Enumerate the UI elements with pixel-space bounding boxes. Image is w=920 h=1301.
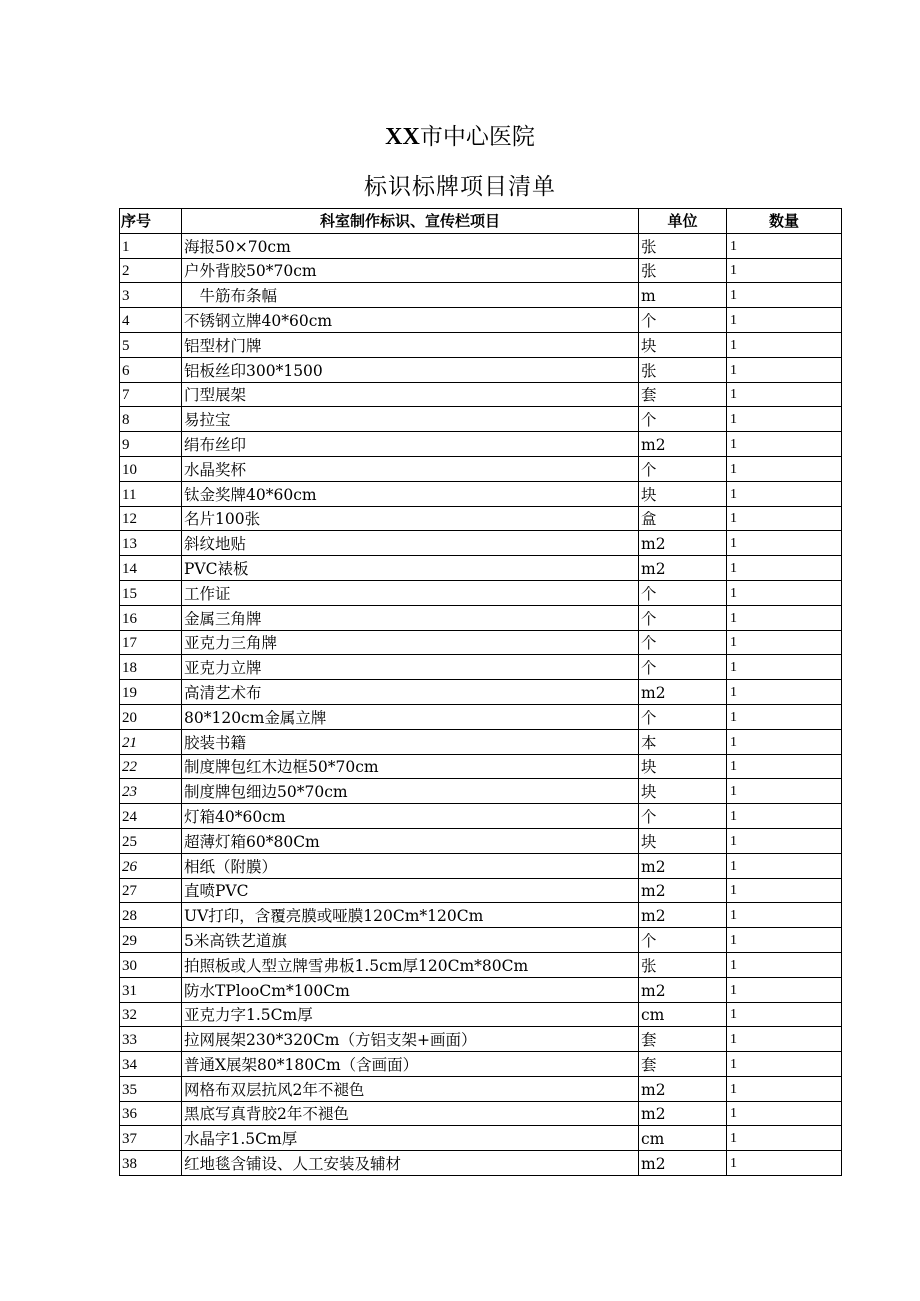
row-seq: 34 xyxy=(120,1052,182,1077)
table-row xyxy=(120,1027,842,1052)
row-qty: 1 xyxy=(727,928,842,953)
row-unit: m2 xyxy=(639,432,727,457)
row-item: 直喷PVC xyxy=(182,878,639,903)
row-seq: 30 xyxy=(120,952,182,977)
row-qty: 1 xyxy=(727,556,842,581)
table-row xyxy=(120,407,842,432)
row-qty: 1 xyxy=(727,828,842,853)
row-unit: 盒 xyxy=(639,506,727,531)
row-seq: 19 xyxy=(120,680,182,705)
table-row xyxy=(120,828,842,853)
table-row xyxy=(120,903,842,928)
row-item: 亚克力立牌 xyxy=(182,655,639,680)
table-row xyxy=(120,258,842,283)
table-row xyxy=(120,804,842,829)
row-unit: 个 xyxy=(639,456,727,481)
row-item: 海报50×70cm xyxy=(182,233,639,258)
row-qty: 1 xyxy=(727,233,842,258)
row-unit: m2 xyxy=(639,1151,727,1176)
row-item: 防水TPlooCm*100Cm xyxy=(182,977,639,1002)
row-unit: 块 xyxy=(639,754,727,779)
row-seq: 13 xyxy=(120,531,182,556)
row-seq: 8 xyxy=(120,407,182,432)
row-unit: 套 xyxy=(639,382,727,407)
row-qty: 1 xyxy=(727,853,842,878)
row-item: 铝型材门牌 xyxy=(182,332,639,357)
row-item: 斜纹地贴 xyxy=(182,531,639,556)
table-row xyxy=(120,928,842,953)
table-row xyxy=(120,1076,842,1101)
row-seq: 25 xyxy=(120,828,182,853)
row-qty: 1 xyxy=(727,357,842,382)
row-seq: 36 xyxy=(120,1101,182,1126)
row-unit: 套 xyxy=(639,1027,727,1052)
row-item: 红地毯含铺设、人工安装及辅材 xyxy=(182,1151,639,1176)
table-row xyxy=(120,779,842,804)
row-item: 金属三角牌 xyxy=(182,605,639,630)
row-item: 名片100张 xyxy=(182,506,639,531)
table-row xyxy=(120,1126,842,1151)
row-qty: 1 xyxy=(727,432,842,457)
row-seq: 26 xyxy=(120,853,182,878)
row-unit: 个 xyxy=(639,804,727,829)
header-unit: 单位 xyxy=(639,209,727,234)
row-item: 相纸（附膜） xyxy=(182,853,639,878)
row-qty: 1 xyxy=(727,1151,842,1176)
row-seq: 1 xyxy=(120,233,182,258)
row-qty: 1 xyxy=(727,456,842,481)
document-title xyxy=(0,118,920,151)
row-item: PVC裱板 xyxy=(182,556,639,581)
row-item: 户外背胶50*70cm xyxy=(182,258,639,283)
row-unit: m2 xyxy=(639,556,727,581)
row-item: 工作证 xyxy=(182,580,639,605)
row-qty: 1 xyxy=(727,1027,842,1052)
header-item: 科室制作标识、宣传栏项目 xyxy=(182,209,639,234)
table-row xyxy=(120,481,842,506)
row-seq: 38 xyxy=(120,1151,182,1176)
row-qty: 1 xyxy=(727,952,842,977)
row-qty: 1 xyxy=(727,754,842,779)
row-qty: 1 xyxy=(727,308,842,333)
row-qty: 1 xyxy=(727,1076,842,1101)
row-unit: m2 xyxy=(639,531,727,556)
table-row xyxy=(120,357,842,382)
row-seq: 33 xyxy=(120,1027,182,1052)
row-item: 水晶字1.5Cm厚 xyxy=(182,1126,639,1151)
table-row xyxy=(120,233,842,258)
table-row xyxy=(120,1101,842,1126)
table-row xyxy=(120,1002,842,1027)
row-seq: 6 xyxy=(120,357,182,382)
row-qty: 1 xyxy=(727,531,842,556)
row-unit: 个 xyxy=(639,407,727,432)
row-qty: 1 xyxy=(727,382,842,407)
row-item: UV打印，含覆亮膜或哑膜120Cm*120Cm xyxy=(182,903,639,928)
row-unit: m xyxy=(639,283,727,308)
row-seq: 5 xyxy=(120,332,182,357)
row-item: 亚克力三角牌 xyxy=(182,630,639,655)
row-item: 5米高铁艺道旗 xyxy=(182,928,639,953)
table-row xyxy=(120,605,842,630)
row-seq: 22 xyxy=(120,754,182,779)
table-row xyxy=(120,977,842,1002)
row-qty: 1 xyxy=(727,481,842,506)
table-row xyxy=(120,878,842,903)
row-qty: 1 xyxy=(727,630,842,655)
row-qty: 1 xyxy=(727,878,842,903)
row-seq: 3 xyxy=(120,283,182,308)
row-qty: 1 xyxy=(727,903,842,928)
row-seq: 27 xyxy=(120,878,182,903)
row-item: 门型展架 xyxy=(182,382,639,407)
row-unit: 块 xyxy=(639,332,727,357)
row-seq: 17 xyxy=(120,630,182,655)
table-row xyxy=(120,332,842,357)
row-item: 牛筋布条幅 xyxy=(182,283,639,308)
row-unit: 张 xyxy=(639,258,727,283)
row-unit: m2 xyxy=(639,1076,727,1101)
row-qty: 1 xyxy=(727,506,842,531)
row-qty: 1 xyxy=(727,1126,842,1151)
row-qty: 1 xyxy=(727,729,842,754)
row-seq: 29 xyxy=(120,928,182,953)
row-unit: 块 xyxy=(639,481,727,506)
row-item: 钛金奖牌40*60cm xyxy=(182,481,639,506)
row-unit: 个 xyxy=(639,605,727,630)
table-row xyxy=(120,580,842,605)
row-item: 网格布双层抗风2年不褪色 xyxy=(182,1076,639,1101)
table-row xyxy=(120,556,842,581)
row-unit: 块 xyxy=(639,779,727,804)
row-unit: m2 xyxy=(639,977,727,1002)
row-unit: cm xyxy=(639,1002,727,1027)
row-item: 绢布丝印 xyxy=(182,432,639,457)
row-item: 黑底写真背胶2年不褪色 xyxy=(182,1101,639,1126)
row-seq: 18 xyxy=(120,655,182,680)
row-seq: 12 xyxy=(120,506,182,531)
row-item: 普通X展架80*180Cm（含画面） xyxy=(182,1052,639,1077)
table-row xyxy=(120,456,842,481)
table-body xyxy=(120,233,842,1175)
table-row xyxy=(120,308,842,333)
row-seq: 4 xyxy=(120,308,182,333)
row-seq: 2 xyxy=(120,258,182,283)
row-seq: 32 xyxy=(120,1002,182,1027)
row-unit: 张 xyxy=(639,233,727,258)
row-qty: 1 xyxy=(727,283,842,308)
table-row xyxy=(120,1151,842,1176)
row-qty: 1 xyxy=(727,704,842,729)
row-seq: 37 xyxy=(120,1126,182,1151)
row-qty: 1 xyxy=(727,1002,842,1027)
table-row xyxy=(120,729,842,754)
row-item: 80*120cm金属立牌 xyxy=(182,704,639,729)
row-unit: 个 xyxy=(639,928,727,953)
row-seq: 23 xyxy=(120,779,182,804)
row-qty: 1 xyxy=(727,332,842,357)
row-qty: 1 xyxy=(727,258,842,283)
row-qty: 1 xyxy=(727,655,842,680)
row-qty: 1 xyxy=(727,779,842,804)
row-item: 铝板丝印300*1500 xyxy=(182,357,639,382)
row-qty: 1 xyxy=(727,407,842,432)
table-header-row xyxy=(120,209,842,234)
row-unit: cm xyxy=(639,1126,727,1151)
row-unit: m2 xyxy=(639,853,727,878)
table-row xyxy=(120,655,842,680)
row-item: 制度牌包红木边框50*70cm xyxy=(182,754,639,779)
row-unit: m2 xyxy=(639,903,727,928)
table-row xyxy=(120,704,842,729)
row-unit: 张 xyxy=(639,357,727,382)
row-unit: 块 xyxy=(639,828,727,853)
document-subtitle: 标识标牌项目清单 xyxy=(364,174,556,200)
row-unit: 个 xyxy=(639,308,727,333)
row-item: 拍照板或人型立牌雪弗板1.5cm厚120Cm*80Cm xyxy=(182,952,639,977)
row-qty: 1 xyxy=(727,977,842,1002)
row-seq: 31 xyxy=(120,977,182,1002)
row-seq: 11 xyxy=(120,481,182,506)
row-item: 灯箱40*60cm xyxy=(182,804,639,829)
table-row xyxy=(120,754,842,779)
row-qty: 1 xyxy=(727,580,842,605)
row-unit: 个 xyxy=(639,704,727,729)
title-rest: 市中心医院 xyxy=(419,124,535,150)
row-qty: 1 xyxy=(727,804,842,829)
table-row xyxy=(120,630,842,655)
row-item: 亚克力字1.5Cm厚 xyxy=(182,1002,639,1027)
row-seq: 16 xyxy=(120,605,182,630)
row-unit: 套 xyxy=(639,1052,727,1077)
header-seq: 序号 xyxy=(120,209,182,234)
row-item: 高清艺术布 xyxy=(182,680,639,705)
table-row xyxy=(120,952,842,977)
row-unit: m2 xyxy=(639,1101,727,1126)
row-seq: 14 xyxy=(120,556,182,581)
row-unit: 个 xyxy=(639,630,727,655)
row-seq: 7 xyxy=(120,382,182,407)
row-seq: 15 xyxy=(120,580,182,605)
row-seq: 24 xyxy=(120,804,182,829)
table-row xyxy=(120,853,842,878)
table-row xyxy=(120,432,842,457)
row-unit: 张 xyxy=(639,952,727,977)
row-seq: 28 xyxy=(120,903,182,928)
row-seq: 20 xyxy=(120,704,182,729)
row-qty: 1 xyxy=(727,1101,842,1126)
row-qty: 1 xyxy=(727,605,842,630)
row-unit: 个 xyxy=(639,580,727,605)
row-unit: m2 xyxy=(639,878,727,903)
row-item: 水晶奖杯 xyxy=(182,456,639,481)
row-seq: 9 xyxy=(120,432,182,457)
header-qty: 数量 xyxy=(727,209,842,234)
row-seq: 10 xyxy=(120,456,182,481)
row-item: 胶装书籍 xyxy=(182,729,639,754)
table-row xyxy=(120,382,842,407)
row-unit: 个 xyxy=(639,655,727,680)
items-table xyxy=(119,208,842,1176)
title-prefix: XX xyxy=(385,124,420,150)
row-item: 超薄灯箱60*80Cm xyxy=(182,828,639,853)
table-row xyxy=(120,531,842,556)
row-seq: 35 xyxy=(120,1076,182,1101)
row-unit: m2 xyxy=(639,680,727,705)
row-item: 制度牌包细边50*70cm xyxy=(182,779,639,804)
table-row xyxy=(120,506,842,531)
table-row xyxy=(120,680,842,705)
table-row xyxy=(120,1052,842,1077)
row-item: 易拉宝 xyxy=(182,407,639,432)
row-qty: 1 xyxy=(727,1052,842,1077)
row-seq: 21 xyxy=(120,729,182,754)
row-qty: 1 xyxy=(727,680,842,705)
row-unit: 本 xyxy=(639,729,727,754)
table-row xyxy=(120,283,842,308)
row-item: 不锈钢立牌40*60cm xyxy=(182,308,639,333)
row-item: 拉网展架230*320Cm（方铝支架+画面） xyxy=(182,1027,639,1052)
